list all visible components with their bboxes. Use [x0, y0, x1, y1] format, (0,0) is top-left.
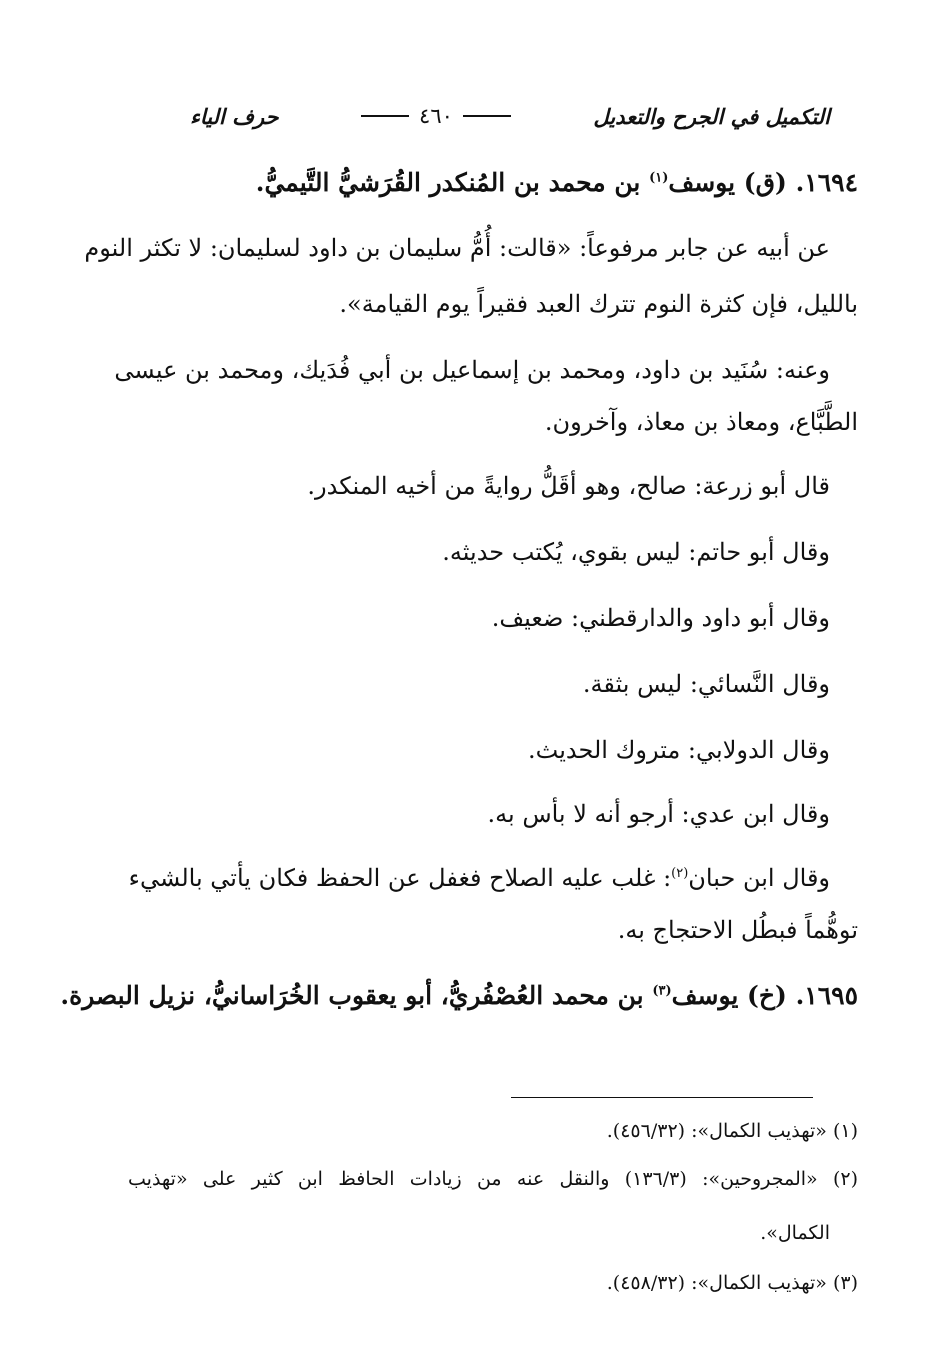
text-run: : غلب عليه الصلاح فغفل عن الحفظ فكان يأتي بالشيء	[128, 864, 672, 892]
book-title: التكميل في الجرح والتعديل	[593, 103, 830, 129]
running-head	[190, 96, 830, 136]
text-line: وقال أبو داود والدارقطني: ضعيف.	[491, 604, 830, 632]
footnote: (٣) «تهذيب الكمال»: (٤٥٨/٣٢).	[606, 1272, 858, 1294]
footnote-ref: (١)	[649, 170, 669, 186]
text-line: وقال ابن عدي: أرجو أنه لا بأس به.	[487, 800, 830, 828]
page-number: ٤٦٠	[419, 104, 453, 128]
footnote: (١) «تهذيب الكمال»: (٤٥٦/٣٢).	[606, 1120, 858, 1142]
entry-name-rest: بن محمد بن المُنكدر القُرَشيُّ التَّيميُّ.	[255, 168, 641, 197]
page-number-group	[351, 104, 521, 128]
text-line: بالليل، فإن كثرة النوم تترك العبد فقيراً يوم القيامة».	[339, 290, 858, 318]
footnote-ref: (٣)	[652, 983, 672, 999]
text-line: وقال النَّسائي: ليس بثقة.	[582, 670, 830, 698]
text-line: توهُّماً فبطُل الاحتجاج به.	[617, 916, 858, 944]
text-run: وقال ابن حبان	[688, 864, 830, 892]
divider	[361, 115, 409, 117]
entry-name-rest: بن محمد العُصْفُريُّ، أبو يعقوب الخُرَاسانيُّ، نزيل البصرة.	[60, 981, 644, 1010]
entry-number: ١٦٩٥	[804, 981, 858, 1010]
text-line: قال أبو زرعة: صالح، وهو أقَلُّ روايةً من أخيه المنكدر.	[307, 472, 830, 500]
text-line	[128, 860, 830, 896]
entry-number: ١٦٩٤	[804, 168, 858, 197]
text-line: عن أبيه عن جابر مرفوعاً: «قالت: أُمُّ سليمان بن داود لسليمان: لا تكثر النوم	[84, 234, 830, 262]
footnote-continuation: الكمال».	[760, 1222, 830, 1244]
text-line: الطَّبَّاع، ومعاذ بن معاذ، وآخرون.	[544, 408, 858, 436]
text-line: وقال أبو حاتم: ليس بقوي، يُكتب حديثه.	[442, 538, 830, 566]
text-line: وعنه: سُنَيد بن داود، ومحمد بن إسماعيل بن أبي فُدَيك، ومحمد بن عيسى	[114, 356, 830, 384]
entry-name: (ق) يوسف	[668, 168, 787, 197]
divider	[463, 115, 511, 117]
text-line: وقال الدولابي: متروك الحديث.	[528, 736, 830, 764]
entry-heading: ١٦٩٥. (خ) يوسف$^{(٣)}$ بن محمد العُصْفُريُّ، أبو يعقوب الخُرَاسانيُّ، نزيل البصرة.	[60, 981, 858, 1010]
chapter-title: حرف الياء	[190, 103, 279, 129]
footnote-ref: (٢)	[671, 866, 689, 881]
footnote-divider	[511, 1097, 813, 1098]
footnote: (٢) «المجروحين»: (١٣٦/٣) والنقل عنه من زيادات الحافظ ابن كثير على «تهذيب	[128, 1168, 858, 1190]
entry-name: (خ) يوسف	[671, 981, 787, 1010]
entry-heading: ١٦٩٤. (ق) يوسف$^{(١)}$ بن محمد بن المُنكدر القُرَشيُّ التَّيميُّ.	[255, 168, 858, 197]
